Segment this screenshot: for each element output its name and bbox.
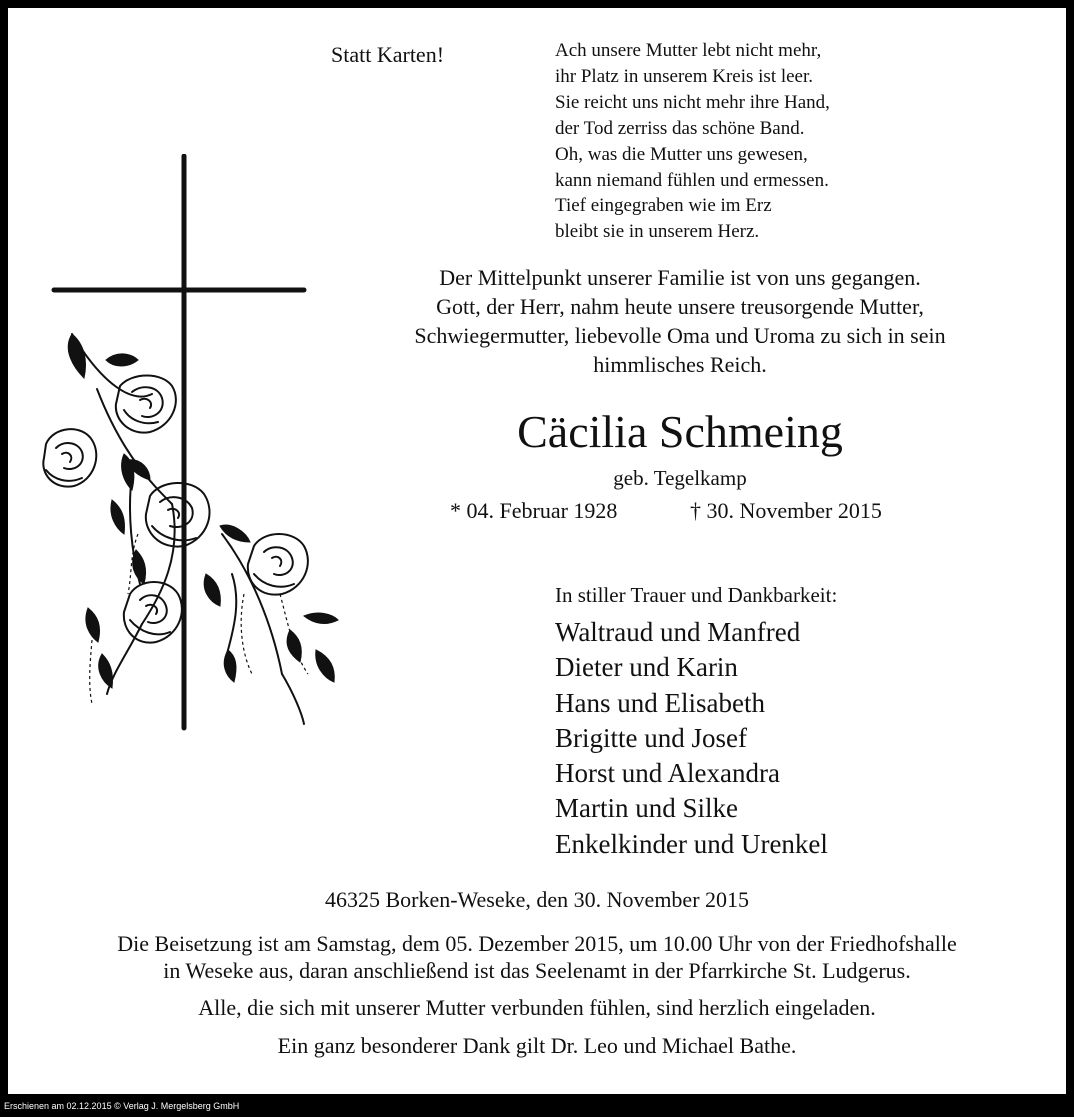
poem-line: der Tod zerriss das schöne Band.	[555, 117, 805, 139]
birth-date: * 04. Februar 1928	[450, 498, 618, 523]
poem	[555, 38, 830, 245]
mourner-entry: Dieter und Karin	[555, 652, 738, 683]
mourner-entry: Enkelkinder und Urenkel	[555, 828, 828, 859]
invitation-text: Alle, die sich mit unserer Mutter verbunden fühlen, sind herzlich eingeladen.	[198, 995, 876, 1020]
deceased-name: Cäcilia Schmeing	[517, 406, 843, 457]
cross-with-roses-icon	[32, 154, 352, 744]
intro-line: himmlisches Reich.	[593, 352, 767, 377]
thanks-text: Ein ganz besonderer Dank gilt Dr. Leo und Michael Bathe.	[277, 1033, 797, 1058]
poem-line: Sie reicht uns nicht mehr ihre Hand,	[555, 91, 830, 113]
poem-line: ihr Platz in unserem Kreis ist leer.	[555, 65, 814, 87]
obituary-notice	[8, 8, 1066, 1094]
mourner-entry: Martin und Silke	[555, 793, 738, 824]
place-and-date: 46325 Borken-Weseke, den 30. November 2015	[324, 887, 750, 912]
intro-line: Der Mittelpunkt unserer Familie ist von uns gegangen.	[439, 265, 921, 290]
funeral-line: in Weseke aus, daran anschließend ist das Seelenamt in der Pfarrkirche St. Ludgerus.	[163, 958, 911, 983]
mourners-list	[555, 615, 828, 862]
publication-footer: Erschienen am 02.12.2015 © Verlag J. Mergelsberg GmbH	[4, 1101, 240, 1111]
maiden-name: geb. Tegelkamp	[613, 466, 747, 490]
poem-line: Tief eingegraben wie im Erz	[555, 195, 772, 217]
poem-line: bleibt sie in unserem Herz.	[555, 221, 760, 243]
mourners-heading: In stiller Trauer und Dankbarkeit:	[555, 583, 838, 607]
poem-line: Oh, was die Mutter uns gewesen,	[555, 143, 808, 165]
poem-line: kann niemand fühlen und ermessen.	[555, 169, 829, 191]
death-date: † 30. November 2015	[690, 498, 882, 523]
poem-line: Ach unsere Mutter lebt nicht mehr,	[555, 40, 822, 61]
mourner-entry: Horst und Alexandra	[555, 758, 780, 789]
heading-statt-karten: Statt Karten!	[331, 42, 445, 67]
intro-line: Schwiegermutter, liebevolle Oma und Uroma zu sich in sein	[414, 323, 946, 348]
funeral-line: Die Beisetzung ist am Samstag, dem 05. Dezember 2015, um 10.00 Uhr von der Friedhofshalle	[117, 931, 957, 956]
mourner-entry: Hans und Elisabeth	[555, 687, 765, 718]
mourner-entry: Waltraud und Manfred	[555, 617, 801, 647]
funeral-details	[8, 930, 1066, 984]
mourner-entry: Brigitte und Josef	[555, 722, 747, 753]
intro-paragraph	[358, 263, 1002, 379]
intro-line: Gott, der Herr, nahm heute unsere treusorgende Mutter,	[436, 294, 924, 319]
